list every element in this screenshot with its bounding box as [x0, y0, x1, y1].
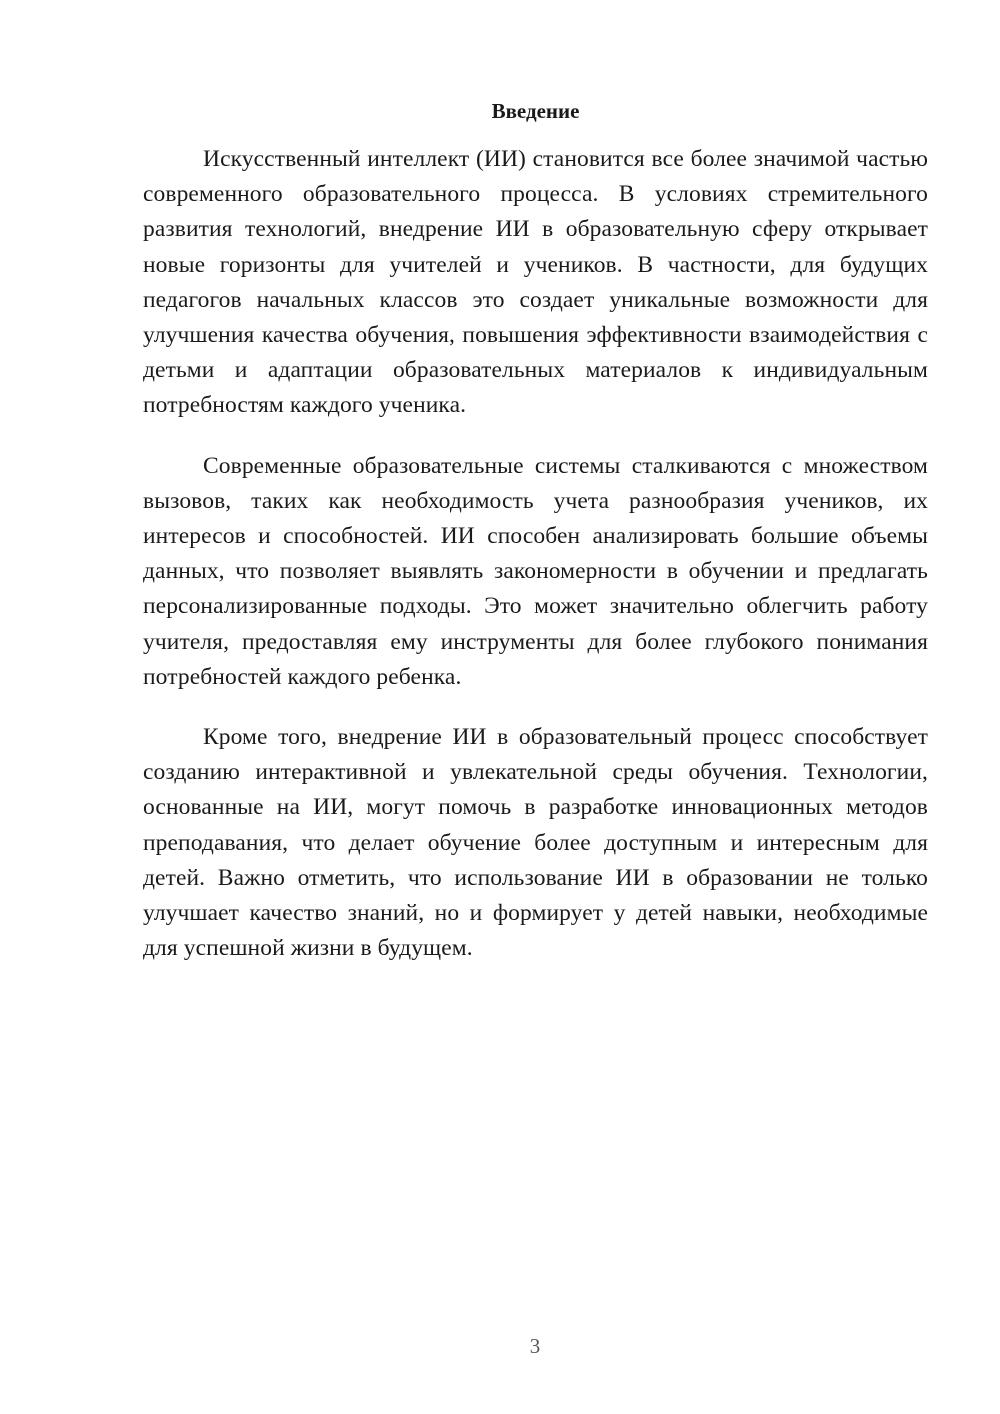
paragraph-3: Кроме того, внедрение ИИ в образовательный процесс способствует созданию интерактивной и увлекательной среды обучения. Технологии, основанные на ИИ, могут помочь в разработке инновационных методов преподавания, что делает обучение более доступным и интересным для детей. Важно отметить, что использование ИИ в образовании не только улучшает качество знаний, но и формирует у детей навыки, необходимые для успешной жизни в будущем.	[143, 724, 928, 962]
body-text	[143, 142, 928, 991]
page-number: 3	[529, 1334, 541, 1358]
page-title: Введение	[491, 99, 580, 123]
paragraph-2: Современные образовательные системы сталкиваются с множеством вызовов, таких как необходимость учета разнообразия учеников, их интересов и способностей. ИИ способен анализировать большие объемы данных, что позволяет выявлять закономерности в обучении и предлагать персонализированные подходы. Это может значительно облегчить работу учителя, предоставляя ему инструменты для более глубокого понимания потребностей каждого ребенка.	[143, 452, 928, 690]
paragraph-1: Искусственный интеллект (ИИ) становится все более значимой частью современного образовательного процесса. В условиях стремительного развития технологий, внедрение ИИ в образовательную сферу открывает новые горизонты для учителей и учеников. В частности, для будущих педагогов начальных классов это создает уникальные возможности для улучшения качества обучения, повышения эффективности взаимодействия с детьми и адаптации образовательных материалов к индивидуальным потребностям каждого ученика.	[143, 146, 928, 419]
